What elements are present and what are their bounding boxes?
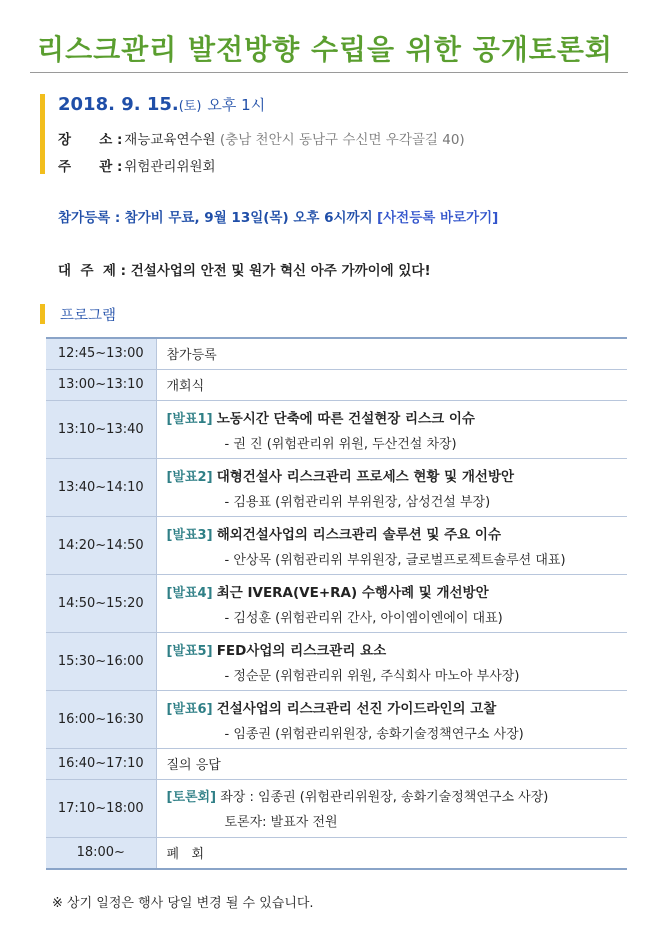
program-row: [46, 516, 627, 574]
program-table: [46, 337, 627, 870]
program-row: [46, 338, 627, 369]
program-description: [156, 837, 627, 869]
program-tag: [발표3]: [166, 527, 213, 543]
program-item-line: [167, 786, 628, 805]
venue-label: 장 소 :: [58, 132, 123, 148]
program-speaker: - 김용표 (위험관리위 부위원장, 삼성건설 부장): [224, 494, 491, 510]
theme-value: 건설사업의 안전 및 원가 혁신 아주 가까이에 있다!: [130, 263, 431, 279]
program-title: 참가등록: [166, 348, 217, 364]
program-item-line: [167, 843, 628, 862]
program-description: [156, 516, 627, 574]
host-name: 위험관리위원회: [124, 159, 216, 175]
program-title: 대형건설사 리스크관리 프로세스 현황 및 개선방안: [216, 468, 515, 485]
program-time: 14:50~15:20: [46, 574, 156, 632]
program-description: [156, 400, 627, 458]
program-title: 최근 IVERA(VE+RA) 수행사례 및 개선방안: [216, 584, 489, 601]
program-time: 15:30~16:00: [46, 632, 156, 690]
event-datetime: [58, 94, 265, 115]
program-time: 13:00~13:10: [46, 369, 156, 400]
program-tag: [발표5]: [166, 643, 213, 659]
program-tag: [발표1]: [166, 411, 213, 427]
registration-value: 참가비 무료, 9월 13일(목) 오후 6시까지: [124, 210, 373, 226]
program-speaker: - 정순문 (위험관리위 위원, 주식회사 마노아 부사장): [224, 668, 520, 684]
program-title: 건설사업의 리스크관리 선진 가이드라인의 고찰: [216, 700, 497, 717]
program-item-line: [167, 697, 628, 717]
program-title: 질의 응답: [166, 758, 221, 773]
program-speaker: - 권 진 (위험관리위 위원, 두산건설 차장): [224, 436, 457, 452]
theme-label: 대 주 제 :: [58, 263, 127, 279]
event-day-of-week: (토): [178, 99, 202, 114]
program-title: 노동시간 단축에 따른 건설현장 리스크 이슈: [216, 410, 475, 427]
program-title: 좌장 : 임종권 (위험관리위원장, 송화기술정책연구소 사장): [220, 790, 549, 805]
program-row: [46, 369, 627, 400]
program-row: [46, 690, 627, 748]
program-time: 13:10~13:40: [46, 400, 156, 458]
program-item-line: [167, 523, 628, 543]
program-time: 16:00~16:30: [46, 690, 156, 748]
program-time: 18:00~: [46, 837, 156, 869]
page-title: 리스크관리 발전방향 수립을 위한 공개토론회: [37, 33, 613, 66]
program-tag: [토론회]: [166, 790, 217, 805]
program-row: [46, 574, 627, 632]
program-time: 14:20~14:50: [46, 516, 156, 574]
program-item-line: [167, 375, 628, 394]
program-time: 17:10~18:00: [46, 779, 156, 837]
program-title: 개회식: [166, 379, 205, 394]
program-speaker: - 임종권 (위험관리위원장, 송화기술정책연구소 사장): [224, 726, 524, 742]
program-description: [156, 748, 627, 779]
program-item-line: [167, 344, 628, 363]
program-section-title: 프로그램: [60, 308, 117, 324]
program-time: 12:45~13:00: [46, 338, 156, 369]
pre-registration-link[interactable]: [사전등록 바로가기]: [376, 210, 499, 226]
program-tag: [발표4]: [166, 585, 213, 601]
program-accent-bar: [40, 304, 45, 324]
program-row: [46, 779, 627, 837]
program-time: 13:40~14:10: [46, 458, 156, 516]
program-item-line: [167, 465, 628, 485]
program-item-line: [167, 639, 628, 659]
program-description: [156, 369, 627, 400]
main-theme: [58, 259, 431, 279]
event-host: [58, 155, 216, 175]
program-title: FED사업의 리스크관리 요소: [216, 642, 387, 659]
program-speaker: - 안상목 (위험관리위 부위원장, 글로벌프로젝트솔루션 대표): [224, 552, 566, 568]
registration-label: 참가등록 :: [58, 210, 121, 226]
program-speaker: - 김성훈 (위험관리위 간사, 아이엠이엔에이 대표): [224, 610, 503, 626]
program-description: [156, 338, 627, 369]
program-description: [156, 574, 627, 632]
program-description: [156, 779, 627, 837]
program-item-line: [167, 581, 628, 601]
schedule-footnote: ※ 상기 일정은 행사 당일 변경 될 수 있습니다.: [52, 896, 314, 911]
venue-name: 재능교육연수원: [124, 132, 216, 148]
event-date: 2018. 9. 15.: [58, 94, 179, 115]
program-item-line: [167, 754, 628, 773]
program-title: 폐 회: [166, 847, 205, 863]
program-row: [46, 632, 627, 690]
program-description: [156, 632, 627, 690]
program-item-line: [167, 407, 628, 427]
program-title: 해외건설사업의 리스크관리 솔루션 및 주요 이슈: [216, 526, 502, 543]
program-description: [156, 458, 627, 516]
event-time: 오후 1시: [207, 96, 266, 114]
program-row: [46, 748, 627, 779]
program-row: [46, 458, 627, 516]
program-table-body: [46, 338, 627, 869]
program-tag: [발표6]: [166, 701, 213, 717]
info-accent-bar: [40, 94, 45, 174]
program-row: [46, 837, 627, 869]
program-tag: [발표2]: [166, 469, 213, 485]
program-description: [156, 690, 627, 748]
program-time: 16:40~17:10: [46, 748, 156, 779]
event-venue: [58, 128, 465, 148]
host-label: 주 관 :: [58, 159, 123, 175]
registration-info: [58, 206, 498, 226]
program-panelists: 토론자: 발표자 전원: [224, 815, 338, 830]
title-divider: [30, 72, 628, 73]
program-row: [46, 400, 627, 458]
venue-address: (충남 천안시 동남구 수신면 우각골길 40): [219, 132, 465, 148]
